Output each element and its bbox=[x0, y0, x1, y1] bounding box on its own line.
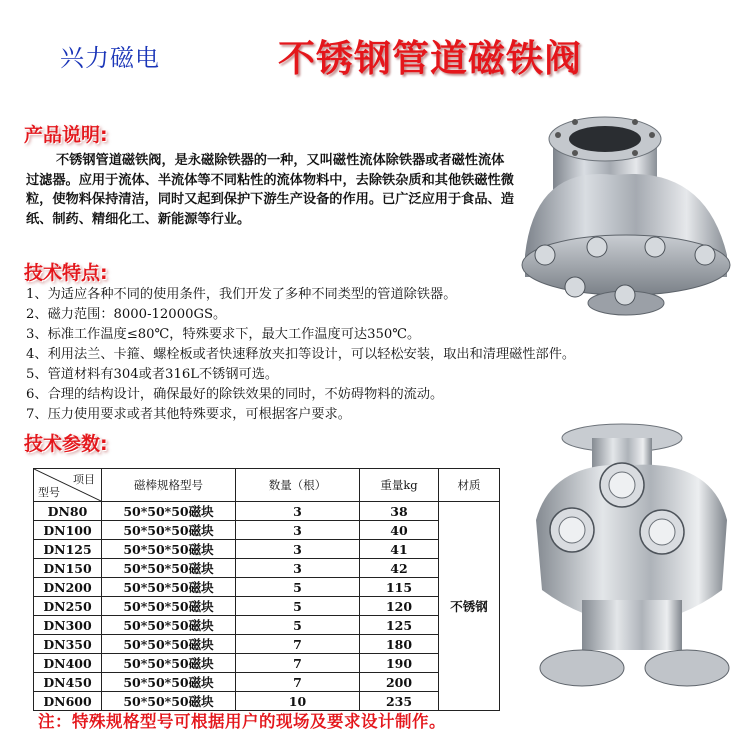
cell-qty: 3 bbox=[236, 540, 360, 559]
cell-weight: 41 bbox=[360, 540, 439, 559]
spec-table-body bbox=[34, 502, 500, 711]
cell-spec: 50*50*50磁块 bbox=[102, 692, 236, 711]
params-heading: 技术参数: bbox=[24, 433, 108, 455]
table-row bbox=[34, 616, 500, 635]
cell-qty: 3 bbox=[236, 521, 360, 540]
features-heading: 技术特点: bbox=[24, 262, 108, 284]
cell-qty: 10 bbox=[236, 692, 360, 711]
corner-bottom-label: 型号 bbox=[38, 486, 60, 499]
table-row bbox=[34, 559, 500, 578]
cell-weight: 125 bbox=[360, 616, 439, 635]
cell-weight: 40 bbox=[360, 521, 439, 540]
product-photo-bottom bbox=[522, 420, 744, 695]
footer-note: 注：特殊规格型号可根据用户的现场及要求设计制作。 bbox=[38, 712, 446, 731]
cell-weight: 190 bbox=[360, 654, 439, 673]
product-description bbox=[26, 151, 516, 229]
table-row bbox=[34, 597, 500, 616]
cell-model: DN350 bbox=[34, 635, 102, 654]
brand-name: 兴力磁电 bbox=[60, 44, 160, 72]
feature-item: 3、标准工作温度≤80℃，特殊要求下，最大工作温度可达350℃。 bbox=[26, 327, 421, 342]
col-header-spec: 磁棒规格型号 bbox=[102, 469, 236, 502]
cell-weight: 38 bbox=[360, 502, 439, 521]
cell-qty: 3 bbox=[236, 559, 360, 578]
feature-item: 7、压力使用要求或者其他特殊要求，可根据客户要求。 bbox=[26, 407, 351, 422]
cell-model: DN125 bbox=[34, 540, 102, 559]
cell-weight: 200 bbox=[360, 673, 439, 692]
cell-spec: 50*50*50磁块 bbox=[102, 540, 236, 559]
feature-item: 1、为适应各种不同的使用条件，我们开发了多种不同类型的管道除铁器。 bbox=[26, 287, 457, 302]
feature-item: 2、磁力范围：8000-12000GS。 bbox=[26, 307, 227, 322]
feature-item: 4、利用法兰、卡箍、螺栓板或者快速释放夹扣等设计，可以轻松安装，取出和清理磁性部件。 bbox=[26, 347, 576, 362]
table-corner-header bbox=[34, 469, 102, 502]
col-header-qty: 数量（根） bbox=[236, 469, 360, 502]
feature-item: 6、合理的结构设计，确保最好的除铁效果的同时，不妨碍物料的流动。 bbox=[26, 387, 444, 402]
cell-spec: 50*50*50磁块 bbox=[102, 616, 236, 635]
cell-qty: 5 bbox=[236, 578, 360, 597]
cell-qty: 7 bbox=[236, 654, 360, 673]
cell-spec: 50*50*50磁块 bbox=[102, 502, 236, 521]
cell-model: DN250 bbox=[34, 597, 102, 616]
cell-spec: 50*50*50磁块 bbox=[102, 654, 236, 673]
cell-model: DN600 bbox=[34, 692, 102, 711]
cell-qty: 3 bbox=[236, 502, 360, 521]
cell-material: 不锈钢 bbox=[439, 502, 500, 711]
cell-spec: 50*50*50磁块 bbox=[102, 635, 236, 654]
cell-weight: 42 bbox=[360, 559, 439, 578]
cell-weight: 235 bbox=[360, 692, 439, 711]
cell-spec: 50*50*50磁块 bbox=[102, 673, 236, 692]
cell-model: DN80 bbox=[34, 502, 102, 521]
cell-spec: 50*50*50磁块 bbox=[102, 559, 236, 578]
cell-qty: 5 bbox=[236, 597, 360, 616]
table-row bbox=[34, 673, 500, 692]
cell-model: DN400 bbox=[34, 654, 102, 673]
cell-weight: 180 bbox=[360, 635, 439, 654]
cell-spec: 50*50*50磁块 bbox=[102, 578, 236, 597]
cell-qty: 7 bbox=[236, 673, 360, 692]
cell-spec: 50*50*50磁块 bbox=[102, 597, 236, 616]
cell-model: DN100 bbox=[34, 521, 102, 540]
table-row bbox=[34, 635, 500, 654]
col-header-material: 材质 bbox=[439, 469, 500, 502]
product-photo-top bbox=[515, 105, 737, 325]
table-row bbox=[34, 521, 500, 540]
cell-model: DN150 bbox=[34, 559, 102, 578]
col-header-weight: 重量kg bbox=[360, 469, 439, 502]
table-row bbox=[34, 654, 500, 673]
cell-model: DN300 bbox=[34, 616, 102, 635]
cell-spec: 50*50*50磁块 bbox=[102, 521, 236, 540]
table-row bbox=[34, 540, 500, 559]
product-heading: 产品说明: bbox=[24, 124, 108, 146]
table-row bbox=[34, 502, 500, 521]
cell-qty: 7 bbox=[236, 635, 360, 654]
spec-table bbox=[33, 468, 500, 711]
cell-weight: 120 bbox=[360, 597, 439, 616]
page-title: 不锈钢管道磁铁阀 bbox=[278, 37, 582, 80]
cell-model: DN200 bbox=[34, 578, 102, 597]
table-row bbox=[34, 578, 500, 597]
feature-item: 5、管道材料有304或者316L不锈钢可选。 bbox=[26, 367, 279, 382]
cell-model: DN450 bbox=[34, 673, 102, 692]
product-description-text: 不锈钢管道磁铁阀，是永磁除铁器的一种，又叫磁性流体除铁器或者磁性流体过滤器。应用于流体、半流体等不同粘性的流体物料中，去除铁杂质和其他铁磁性微粒，使物料保持清洁，同时又起到保护下游生产设备的作用。已广泛应用于食品、造纸、制药、精细化工、新能源等行业。 bbox=[26, 153, 514, 227]
cell-qty: 5 bbox=[236, 616, 360, 635]
corner-top-label: 项目 bbox=[73, 473, 95, 486]
cell-weight: 115 bbox=[360, 578, 439, 597]
